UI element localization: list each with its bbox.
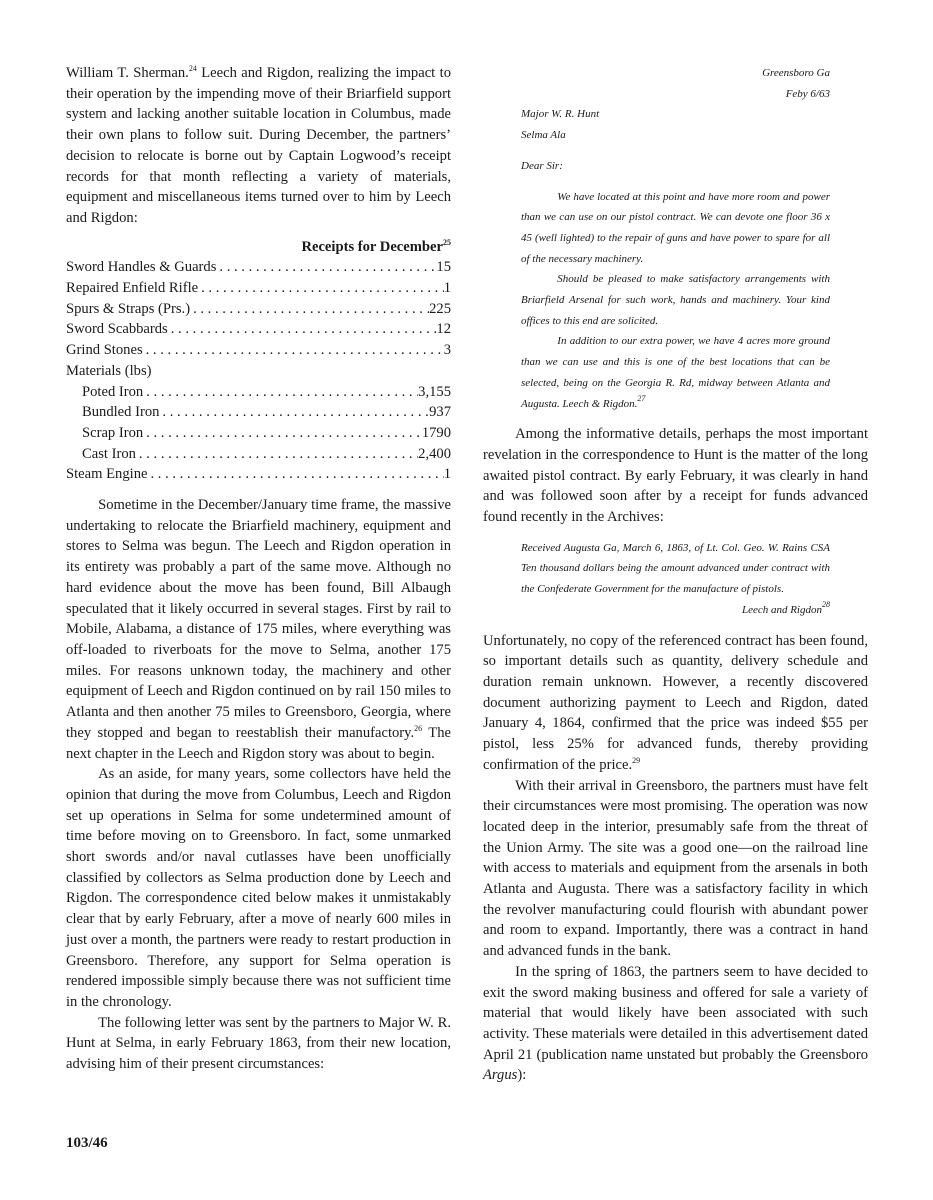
receipt-row: Spurs & Straps (Prs.) . . . 225: [66, 299, 451, 320]
paragraph-contract: [483, 631, 868, 776]
material-row: Cast Iron . . . 2,400: [66, 444, 451, 465]
text-run: In addition to our extra power, we have 4 acres more ground than we can use and this is one of the best locations that can be selected, being on the Georgia R. Rd, midway between Atlanta and Augusta. Leech & Rigdon.: [521, 335, 830, 410]
text-run: ):: [517, 1067, 527, 1084]
text-run: The following letter was sent by the partners to Major W. R. Hunt at Selma, in early February 1863, from their new location, advising him of their present circumstances:: [66, 1014, 451, 1073]
paragraph-relocation: [66, 495, 451, 764]
right-column: [483, 63, 868, 1086]
letter-paragraph: [521, 331, 830, 414]
footnote-ref: 25: [443, 237, 451, 247]
paragraph-arrival: [483, 776, 868, 962]
materials-label: Materials (lbs): [66, 362, 152, 379]
text-run: The next chapter in the Leech and Rigdon story was about to begin.: [66, 724, 451, 762]
receipt-row: Sword Handles & Guards . . . 15: [66, 257, 451, 278]
text-run: Unfortunately, no copy of the referenced contract has been found, so important details such as quantity, delivery schedule and duration remain unknown. However, a recently discovered document authorizing payment to Leech and Rigdon, dated January 4, 1864, confirmed that the price was indeed $55 per pistol, less 25% for advanced funds, thereby providing confirmation of the price.: [483, 632, 868, 773]
text-run: In the spring of 1863, the partners seem to have decided to exit the sword making business and offered for sale a variety of material that would likely have been associated with such activity. These materials were detailed in this advertisement dated April 21 (publication name unstated but probably the Greensboro: [483, 963, 868, 1063]
footnote-ref: 29: [632, 755, 641, 765]
letter-place: Greensboro Ga: [762, 67, 830, 79]
text-run: Should be pleased to make satisfactory arrangements with Briarfield Arsenal for such work, hands and machinery. Your kind offices to this end are solicited.: [521, 273, 830, 327]
letter-recipient-place: Selma Ala: [521, 129, 566, 142]
receipts-heading: Receipts for December$^{25}$: [301, 237, 451, 255]
letter-salutation: Dear Sir:: [521, 159, 563, 172]
material-row: Poted Iron . . . 3,155: [66, 382, 451, 403]
paragraph-revelation: [483, 424, 868, 528]
left-column: [66, 63, 451, 1075]
italic-text: Argus: [483, 1067, 518, 1084]
footnote-ref: 27: [637, 393, 646, 403]
material-row: Bundled Iron . . . 937: [66, 402, 451, 423]
text-run: Sometime in the December/January time frame, the massive undertaking to relocate the Briarfield machinery, equipment and stores to Selma was begun. The Leech and Rigdon operation in its entirety was probably a part of the same move. Although no hard evidence about the move has been found, Bill Albaugh speculated that it likely occurred in several stages. First by rail to Mobile, Alabama, a distance of 175 miles, where everything was off-loaded to riverboats for the move to Selma, another 175 miles. For reasons unknown today, the machinery and other equipment of Leech and Rigdon continued on by rail 150 miles to Atlanta and then another 75 miles to Greensboro, Georgia, where they stopped and began to reestablish their manufactory.: [66, 497, 451, 741]
paragraph-aside: [66, 764, 451, 1012]
text-run: With their arrival in Greensboro, the partners must have felt their circumstances were most promising. The operation was now located deep in the interior, presumably safe from the threat of the Union Army. The site was a good one—on the railroad line with access to materials and equipment from the arsenals in both Atlanta and Augusta. There was a satisfactory facility in which the revolver manufacturing could flourish with abundant power and room to expand. Importantly, there was a contract in hand and advanced funds in the bank.: [483, 777, 868, 960]
text-run: William T. Sherman.: [66, 65, 189, 81]
letter-paragraph: [521, 187, 830, 270]
page-number: 103/46: [66, 1135, 108, 1151]
letter-recipient: Major W. R. Hunt: [521, 108, 600, 121]
text-run: Leech and Rigdon, realizing the impact to their operation by the impending move of their Briarfield support system and lacking another suitable location in Columbus, made their own plans to follow suit. During December, the partners’ decision to relocate is borne out by Captain Logwood’s receipt records for that month reflecting a variety of materials, equipment and miscellaneous items turned over to him by Leech and Rigdon:: [66, 65, 451, 226]
receipt-row: Repaired Enfield Rifle . . . 1: [66, 278, 451, 299]
letter-quote: [483, 63, 868, 414]
receipt-quote: [483, 538, 868, 621]
text-run: As an aside, for many years, some collectors have held the opinion that during the move from Columbus, Leech and Rigdon set up operations in Selma for some undetermined amount of time before moving on to Greensboro. In fact, some unmarked short swords and/or naval cutlasses have been unofficially classified by collectors as Selma production done by Leech and Rigdon. The correspondence cited below makes it unmistakably clear that by early February, after a move of nearly 600 miles in just over a month, the partners were ready to restart production in Greensboro. Therefore, any support for Selma operation is rendered impossible simply because there was not sufficient time in the chronology.: [66, 766, 451, 1010]
material-row: Scrap Iron . . . 1790: [66, 423, 451, 444]
receipt-text: [521, 538, 830, 600]
receipt-row: Grind Stones . . . 3: [66, 340, 451, 361]
text-run: Received Augusta Ga, March 6, 1863, of Lt. Col. Geo. W. Rains CSA Ten thousand dollars being the amount advanced under contract with the Confederate Government for the manufacture of pistols.: [521, 541, 830, 596]
paragraph-intro: [66, 63, 451, 229]
receipt-signature: [521, 600, 830, 621]
text-run: We have located at this point and have more room and power than we can use on our pistol contract. We can devote one floor 36 x 45 (well lighted) to the repair of guns and have power to spare for all of the necessary machinery.: [521, 190, 830, 265]
paragraph-letter-intro: [66, 1013, 451, 1075]
footnote-ref: 28: [822, 599, 830, 609]
text-run: Leech and Rigdon: [741, 603, 822, 616]
text-run: Among the informative details, perhaps the most important revelation in the correspondence to Hunt is the matter of the long awaited pistol contract. By early February, it was clearly in hand and was followed soon after by a receipt for funds advanced found recently in the Archives:: [483, 426, 868, 526]
footnote-ref: 24: [188, 64, 197, 73]
paragraph-spring: [483, 962, 868, 1086]
receipt-row: Sword Scabbards . . . 12: [66, 319, 451, 340]
letter-date: Feby 6/63: [785, 87, 830, 100]
footnote-ref: 26: [414, 723, 423, 733]
receipt-row: Steam Engine . . . 1: [66, 464, 451, 485]
receipts-list: [66, 257, 451, 485]
letter-paragraph: [521, 269, 830, 331]
